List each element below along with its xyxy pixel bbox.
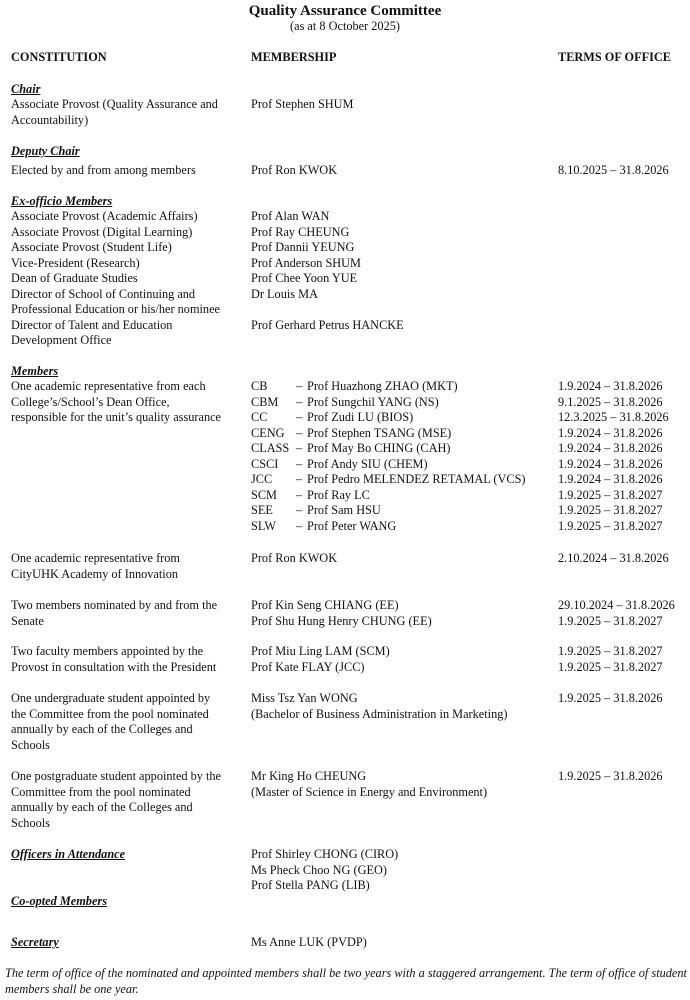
- member-name: Prof Ray LC: [307, 487, 370, 502]
- member-name: Prof Stella PANG (LIB): [251, 878, 370, 892]
- section-heading-ex-officio: Ex-officio Members: [11, 194, 113, 208]
- chair-constitution: Associate Provost (Quality Assurance and Accountability): [11, 97, 218, 127]
- member-name: Ms Pheck Choo NG (GEO): [251, 862, 387, 877]
- ug-student-member: [251, 691, 508, 722]
- term-of-office: 1.9.2025 – 31.8.2027: [558, 518, 663, 533]
- dash-separator: –: [296, 394, 303, 409]
- academy-constitution: One academic representative from CityUHK Academy of Innovation: [11, 551, 180, 581]
- senate-term-list: [558, 598, 675, 629]
- secretary-member: Ms Anne LUK (PVDP): [251, 935, 367, 949]
- member-name: Prof Andy SIU (CHEM): [307, 456, 428, 471]
- table-row: Director of Talent and Education: [11, 317, 173, 332]
- term-of-office: 1.9.2024 – 31.8.2026: [558, 472, 663, 486]
- member-name: Prof Gerhard Petrus HANCKE: [251, 317, 404, 332]
- unit-code: CB: [251, 379, 268, 393]
- column-header-membership: MEMBERSHIP: [251, 50, 337, 64]
- member-name: Prof Stephen TSANG (MSE): [307, 425, 452, 440]
- unit-code: CC: [251, 410, 268, 424]
- unit-code: JCC: [251, 472, 273, 486]
- term-of-office: 12.3.2025 – 31.8.2026: [558, 410, 669, 424]
- section-heading-deputy-chair: Deputy Chair: [11, 144, 80, 158]
- section-heading-members: Members: [11, 364, 59, 378]
- member-name: Prof Peter WANG: [307, 518, 397, 533]
- table-row: Director of School of Continuing and: [11, 286, 196, 301]
- member-name: Miss Tsz Yan WONG: [251, 691, 358, 705]
- member-name: Prof May Bo CHING (CAH): [307, 441, 451, 455]
- unit-code: SEE: [251, 503, 273, 517]
- member-name: Prof Kate FLAY (JCC): [251, 659, 365, 674]
- member-name: Prof Sam HSU: [307, 503, 381, 517]
- member-programme: (Master of Science in Energy and Environment): [251, 784, 488, 799]
- pg-student-member: [251, 769, 487, 800]
- section-heading-officers: Officers in Attendance: [11, 847, 126, 861]
- unit-code: SCM: [251, 487, 277, 502]
- term-of-office: 1.9.2024 – 31.8.2026: [558, 379, 663, 393]
- ug-student-term: 1.9.2025 – 31.8.2026: [558, 691, 663, 705]
- academic-reps-constitution: One academic representative from each College’s/School’s Dean Office, responsible for the unit’s quality assurance: [11, 379, 222, 424]
- table-row: Associate Provost (Student Life): [11, 240, 172, 254]
- dash-separator: –: [296, 503, 303, 517]
- table-row: Vice-President (Research): [11, 255, 140, 270]
- chair-member: Prof Stephen SHUM: [251, 97, 354, 111]
- member-name: Prof Zudi LU (BIOS): [307, 410, 414, 424]
- member-name: Prof Sungchil YANG (NS): [307, 394, 439, 409]
- dash-separator: –: [296, 518, 303, 533]
- senate-constitution: Two members nominated by and from the Senate: [11, 598, 218, 628]
- column-header-terms: TERMS OF OFFICE: [558, 50, 671, 64]
- ex-officio-constitution-list: [11, 209, 220, 349]
- dash-separator: –: [296, 487, 303, 502]
- table-row: Development Office: [11, 333, 112, 347]
- member-name: Prof Ray CHEUNG: [251, 224, 350, 239]
- member-name: Prof Pedro MELENDEZ RETAMAL (VCS): [307, 472, 526, 486]
- faculty-constitution: Two faculty members appointed by the Provost in consultation with the President: [11, 644, 217, 674]
- pg-student-constitution: One postgraduate student appointed by the Committee from the pool nominated annually by each of the Colleges and Schools: [11, 769, 222, 830]
- member-name: Prof Alan WAN: [251, 209, 330, 223]
- term-of-office: 29.10.2024 – 31.8.2026: [558, 598, 675, 612]
- unit-code: SLW: [251, 518, 277, 533]
- member-name: Prof Shirley CHONG (CIRO): [251, 847, 399, 861]
- member-name: Prof Kin Seng CHIANG (EE): [251, 598, 399, 612]
- table-row: Associate Provost (Digital Learning): [11, 224, 193, 239]
- unit-code: CSCI: [251, 456, 279, 471]
- section-heading-secretary: Secretary: [11, 935, 59, 949]
- member-name: Prof Huazhong ZHAO (MKT): [307, 379, 458, 393]
- academic-reps-unit-list: [251, 379, 289, 534]
- faculty-term-list: [558, 644, 663, 675]
- table-row: Professional Education or his/her nominee: [11, 302, 220, 316]
- member-name: Mr King Ho CHEUNG: [251, 769, 367, 783]
- ug-student-constitution: One undergraduate student appointed by the Committee from the pool nominated annually by each of the Colleges and Schools: [11, 691, 211, 752]
- member-name: Prof Anderson SHUM: [251, 255, 361, 270]
- unit-code: CENG: [251, 425, 285, 440]
- member-name: Prof Dannii YEUNG: [251, 240, 355, 254]
- ex-officio-member-list: [251, 209, 404, 333]
- footnote: The term of office of the nominated and appointed members shall be two years with a staggered arrangement. The term of office of student members shall be one year.: [5, 966, 687, 996]
- officers-member-list: [251, 847, 398, 894]
- academy-term: 2.10.2024 – 31.8.2026: [558, 551, 669, 565]
- deputy-chair-member: Prof Ron KWOK: [251, 163, 338, 177]
- table-row: Dean of Graduate Studies: [11, 271, 138, 285]
- academic-reps-member-list: [307, 379, 526, 534]
- deputy-chair-term: 8.10.2025 – 31.8.2026: [558, 163, 669, 177]
- term-of-office: 1.9.2025 – 31.8.2027: [558, 487, 663, 502]
- dash-separator: –: [296, 379, 303, 393]
- table-row: Associate Provost (Academic Affairs): [11, 209, 198, 223]
- dash-separator: –: [296, 456, 303, 471]
- dash-separator: –: [296, 425, 303, 440]
- dash-separator: –: [296, 441, 303, 455]
- academic-reps-dash-list: [296, 379, 302, 534]
- member-name: Prof Chee Yoon YUE: [251, 271, 358, 285]
- term-of-office: 9.1.2025 – 31.8.2026: [558, 394, 663, 409]
- unit-code: CBM: [251, 394, 279, 409]
- dash-separator: –: [296, 472, 303, 486]
- member-name: Prof Miu Ling LAM (SCM): [251, 644, 390, 658]
- senate-member-list: [251, 598, 432, 629]
- section-heading-co-opted: Co-opted Members: [11, 894, 107, 908]
- term-of-office: 1.9.2024 – 31.8.2026: [558, 425, 663, 440]
- term-of-office: 1.9.2025 – 31.8.2027: [558, 644, 663, 658]
- term-of-office: 1.9.2025 – 31.8.2027: [558, 659, 663, 674]
- deputy-chair-constitution: Elected by and from among members: [11, 163, 196, 177]
- term-of-office: 1.9.2024 – 31.8.2026: [558, 456, 663, 471]
- member-programme: (Bachelor of Business Administration in Marketing): [251, 706, 508, 721]
- academic-reps-term-list: [558, 379, 669, 534]
- column-header-constitution: CONSTITUTION: [11, 50, 107, 64]
- dash-separator: –: [296, 410, 303, 424]
- document-date: (as at 8 October 2025): [290, 19, 400, 33]
- term-of-office: 1.9.2025 – 31.8.2027: [558, 613, 663, 628]
- faculty-member-list: [251, 644, 390, 675]
- section-heading-chair: Chair: [11, 82, 41, 96]
- member-name: Dr Louis MA: [251, 286, 318, 301]
- document-title: Quality Assurance Committee: [248, 3, 442, 19]
- pg-student-term: 1.9.2025 – 31.8.2026: [558, 769, 663, 783]
- unit-code: CLASS: [251, 441, 290, 455]
- term-of-office: 1.9.2024 – 31.8.2026: [558, 441, 663, 455]
- member-name: Prof Shu Hung Henry CHUNG (EE): [251, 613, 432, 628]
- academy-member: Prof Ron KWOK: [251, 551, 338, 565]
- term-of-office: 1.9.2025 – 31.8.2027: [558, 503, 663, 517]
